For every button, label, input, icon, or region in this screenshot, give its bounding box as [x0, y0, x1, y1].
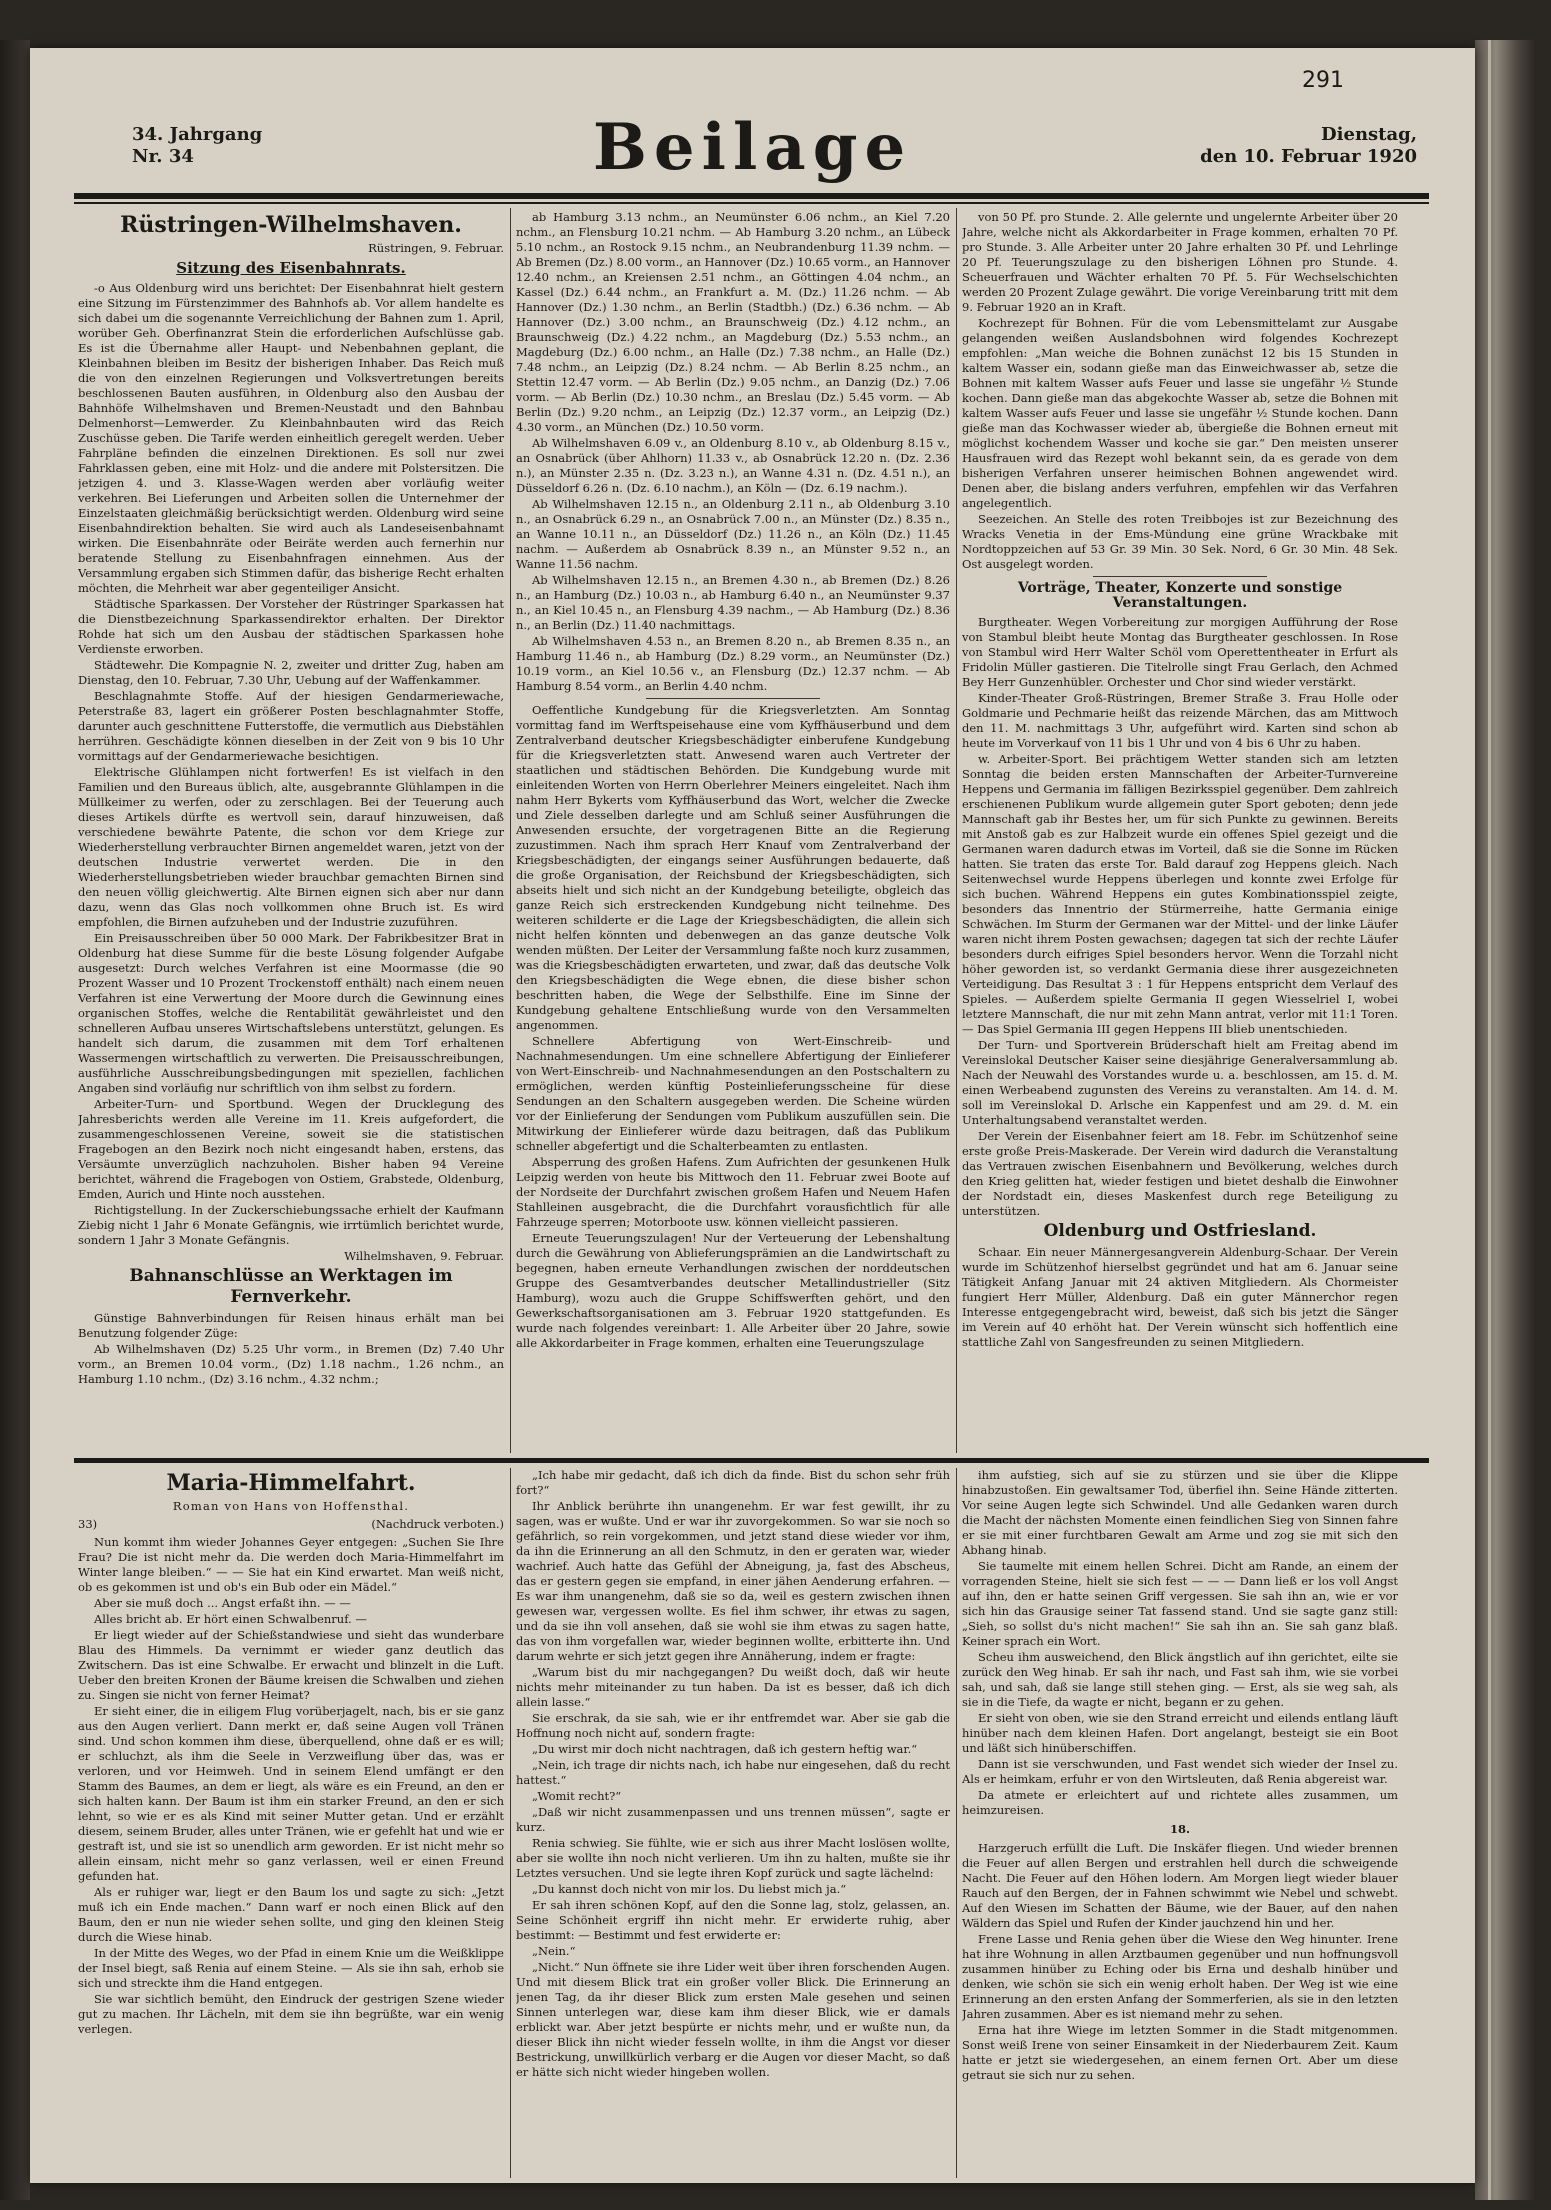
issue-date — [1200, 124, 1417, 168]
section-headline: Rüstringen-Wilhelmshaven. — [120, 212, 462, 238]
feuilleton-column-1 — [78, 1468, 504, 2178]
column-events — [962, 210, 1398, 1453]
novel-paragraph: Er sieht einer, die in eiligem Flug vorüberjagelt, nach, bis er sie ganz aus den Augen verliert. Dann merkt er, daß seine Augen voll Tränen sind. Und schon kommen ihm diese, überquellend, ohne daß er es will; er schluchzt, als ihm die Seele in Verzweiflung über das, was er verloren, und vor Heimweh. Und in seinem Elend umfängt er den Stamm des Baumes, an dem er liegt, als wäre es ein Freund, an den er sich halten kann. Der Baum ist ihm ein starker Freund, an den er sich lehnt, so wie er es als Kind mit seiner Mutter getan. Und er erzählt diesem, seinem Bruder, alles unter Tränen, wie er gefehlt hat und wie er gestraft ist, und sie ist so unendlich arm geworden. Er ist nicht mehr so allein einsam, nicht mehr so ganz verlassen, weil er einen Freund gefunden hat. — [78, 1704, 504, 1883]
novel-paragraph: Sie erschrak, da sie sah, wie er ihr entfremdet war. Aber sie gab die Hoffnung noch nicht auf, sondern fragte: — [516, 1711, 950, 1740]
article-paragraph: Oeffentliche Kundgebung für die Kriegsverletzten. Am Sonntag vormittag fand im Werftspeisehause eine vom Kyffhäuserbund und dem Zentralverband deutscher Kriegsbeschädigter einberufene Kundgebung für die Kriegsverletzten statt. Anwesend waren auch Vertreter der staatlichen und städtischen Behörden. Die Kundgebung wurde mit einleitenden Worten von Herrn Oberlehrer Meiners eingeleitet. Nach ihm nahm Herr Bykerts vom Kyffhäuserbund das Wort, welcher die Zwecke und Ziele desselben darlegte und am Schluß seiner Ausführungen die Anwesenden ersuchte, der vorgetragenen Bitte an die Regierung zuzustimmen. Nach ihm sprach Herr Knauf vom Zentralverband der Kriegsbeschädigten, der eingangs seiner Ausführungen bedauerte, daß die große Organisation, der Reichsbund der Kriegsbeschädigten, sich abseits hielt und sich nicht an der Kundgebung beteiligte, obgleich das ganze Reich sich erstreckenden Kundgebung nicht teilnehme. Des weiteren schilderte er die Lage der Kriegsbeschädigten, die allein sich nicht helfen könnten und debenwegen an das ganze deutsche Volk wenden müßten. Der Leiter der Versammlung faßte noch kurz zusammen, was die Kriegsbeschädigten erwarteten, und zwar, daß das deutsche Volk den Kriegsbeschädigten die Wege ebnen, die diese bisher schon beschritten haben, die Wege der Selbsthilfe. Eine im Sinne der Kundgebung gehaltene Entschließung wurde von den Versammelten angenommen. — [516, 703, 950, 1032]
column-rule — [956, 1468, 957, 2178]
novel-paragraph: „Du kannst doch nicht von mir los. Du liebst mich ja.“ — [532, 1882, 847, 1896]
article-paragraph: Burgtheater. Wegen Vorbereitung zur morgigen Aufführung der Rose von Stambul bleibt heute Montag das Burgtheater geschlossen. In Rose von Stambul wird Herr Walter Schöl vom Operettentheater in Erfurt als Fridolin Müller gastieren. Die Titelrolle singt Frau Gerlach, den Achmed Bey Herr Gunzenhübler. Orchester und Chor sind wieder verstärkt. — [962, 615, 1398, 689]
article-paragraph: Schnellere Abfertigung von Wert-Einschreib- und Nachnahmesendungen. Um eine schnellere Abfertigung der Einlieferer von Wert-Einschreib- und Nachnahmesendungen an den Postschaltern zu ermöglichen, werden künftig Posteinlieferungsscheine für diese Sendungen an den Schaltern ausgegeben werden. Die Scheine würden vor der Einlieferung der Sendungen vom Publikum auszufüllen sein. Die Mitwirkung der Einlieferer würde dazu beitragen, daß das Publikum schneller abgefertigt und die Schalterbeamten zu entlasten. — [516, 1034, 950, 1153]
masthead-rule-thin — [74, 202, 1429, 204]
novel-paragraph: Sie taumelte mit einem hellen Schrei. Dicht am Rande, an einem der vorragenden Steine, hielt sie sich fest — — — Dann ließ er los voll Angst auf ihn, den er hatte seinen Griff vergessen. Sie sah ihn an, wie er vor sich hin das Grausige seiner Tat fassend stand. Und sie sagte ganz still: „Sieh, so sollst du's nicht machen!“ Sie sah ihn an. Sie sah ganz blaß. Keiner sprach ein Wort. — [962, 1559, 1398, 1648]
novel-paragraph: „Nein, ich trage dir nichts nach, ich habe nur eingesehen, daß du recht hattest.“ — [516, 1758, 950, 1787]
column-train-schedules — [516, 210, 950, 1453]
article-paragraph: Ab Wilhelmshaven 12.15 n., an Bremen 4.30 n., ab Bremen (Dz.) 8.26 n., an Hamburg (Dz.) 10.03 n., ab Hamburg 6.40 n., an Neumünster 9.37 n., an Kiel 10.45 n., an Flensburg 4.39 nachm., — Ab Hamburg (Dz.) 8.36 n., an Berlin (Dz.) 11.40 nachmittags. — [516, 573, 950, 632]
novel-paragraph: „Du wirst mir doch nicht nachtragen, daß ich gestern heftig war.“ — [532, 1742, 918, 1756]
novel-paragraph: Er sieht von oben, wie sie den Strand erreicht und eilends entlang läuft hinüber nach dem kleinen Hafen. Dort angelangt, besteigt sie ein Boot und läßt sich hinüberschiffen. — [962, 1711, 1398, 1755]
right-binding-edge — [1475, 40, 1535, 2200]
column-rule — [956, 208, 957, 1453]
newspaper-page — [30, 48, 1475, 2183]
novel-paragraph: Dann ist sie verschwunden, und Fast wendet sich wieder der Insel zu. Als er heimkam, erfuhr er von den Wirtsleuten, daß Renia abgereist war. — [962, 1757, 1398, 1786]
issue-number: Nr. 34 — [132, 146, 194, 167]
article-paragraph: Beschlagnahmte Stoffe. Auf der hiesigen Gendarmeriewache, Peterstraße 83, lagert ein größerer Posten beschlagnahmter Stoffe, darunter auch geschnittene Futterstoffe, die vermutlich aus Diebstählen herrühren. Geschädigte können dieselben in der Zeit von 9 bis 10 Uhr vormittags auf der Gendarmeriewache besichtigen. — [78, 689, 504, 763]
divider — [646, 698, 820, 699]
masthead-title: Beilage — [592, 110, 913, 185]
column-local-news — [78, 210, 504, 1453]
dateline: Rüstringen, 9. Februar. — [368, 241, 504, 255]
novel-paragraph: Sie war sichtlich bemüht, den Eindruck der gestrigen Szene wieder gut zu machen. Ihr Lächeln, mit dem sie ihn begrüßte, war ein wenig verlegen. — [78, 1992, 504, 2036]
article-paragraph: Ab Wilhelmshaven 6.09 v., an Oldenburg 8.10 v., ab Oldenburg 8.15 v., an Osnabrück (über Ahlhorn) 11.33 v., ab Osnabrück 12.20 n. (Dz. 2.36 n.), an Münster 2.35 n. (Dz. 3.23 n.), an Wanne 4.31 n. (Dz. 4.51 n.), an Düsseldorf 6.26 n. (Dz. 6.10 nachm.), an Köln — (Dz. 6.19 nachm.). — [516, 436, 950, 495]
novel-paragraph: Aber sie muß doch ... Angst erfaßt ihn. — — — [94, 1596, 351, 1610]
article-paragraph: Seezeichen. An Stelle des roten Treibbojes ist zur Bezeichnung des Wracks Venetia in der Ems-Mündung eine grüne Wrackbake mit Nordtoppzeichen auf 53 Gr. 39 Min. 30 Sek. Nord, 6 Gr. 30 Min. 48 Sek. Ost ausgelegt worden. — [962, 512, 1398, 571]
article-paragraph: Ab Wilhelmshaven 12.15 n., an Oldenburg 2.11 n., ab Oldenburg 3.10 n., an Osnabrück 6.29 n., an Osnabrück 7.00 n., an Münster (Dz.) 8.35 n., an Wanne 10.11 n., an Düsseldorf (Dz.) 11.26 n., an Köln (Dz.) 11.45 nachm. — Außerdem ab Osnabrück 8.39 n., an Münster 9.52 n., an Wanne 11.56 nachm. — [516, 497, 950, 571]
novel-paragraph: „Ich habe mir gedacht, daß ich dich da finde. Bist du schon sehr früh fort?“ — [516, 1468, 950, 1497]
feuilleton-rule — [74, 1458, 1429, 1463]
article-paragraph: Der Turn- und Sportverein Brüderschaft hielt am Freitag abend im Vereinslokal Deutscher Kaiser seine diesjährige Generalversammlung ab. Nach der Neuwahl des Vorstandes wurde u. a. beschlossen, am 15. d. M. einen Werbeabend zugunsten des Vereins zu veranstalten. Am 14. d. M. soll im Vereinslokal D. Arlsche ein Kappenfest und am 29. d. M. ein Unterhaltungsabend veranstaltet werden. — [962, 1038, 1398, 1127]
novel-paragraph: Renia schwieg. Sie fühlte, wie er sich aus ihrer Macht loslösen wollte, aber sie wollte ihn noch nicht verlieren. Um ihn zu halten, mußte sie ihr Letztes versuchen. Und sie legte ihren Kopf zurück und sagte lächelnd: — [516, 1836, 950, 1880]
divider — [1093, 576, 1267, 577]
article-heading: Bahnanschlüsse an Werktagen im Fernverkehr. — [129, 1266, 453, 1307]
article-paragraph: Günstige Bahnverbindungen für Reisen hinaus erhält man bei Benutzung folgender Züge: — [78, 1311, 504, 1340]
article-paragraph: Ab Wilhelmshaven (Dz) 5.25 Uhr vorm., in Bremen (Dz) 7.40 Uhr vorm., an Bremen 10.04 vorm., (Dz) 1.18 nachm., 1.26 nchm., an Hamburg 1.10 nchm., (Dz) 3.16 nchm., 4.32 nchm.; — [78, 1342, 504, 1386]
article-heading: Sitzung des Eisenbahnrats. — [176, 259, 406, 277]
novel-paragraph: Da atmete er erleichtert auf und richtete alles zusammen, um heimzureisen. — [962, 1788, 1398, 1817]
article-paragraph: Ein Preisausschreiben über 50 000 Mark. Der Fabrikbesitzer Brat in Oldenburg hat diese Summe für die beste Lösung folgender Aufgabe ausgesetzt: Durch welches Verfahren ist eine Moormasse (die 90 Prozent Wasser und 10 Prozent Trockenstoff enthält) nach einem neuen Verfahren ist eine Verwertung der Moore durch die Gewinnung eines organischen Stoffes, welche die Rentabilität gewährleistet und den schnelleren Aufbau unseres Wirtschaftslebens unterstützt, gelungen. Es handelt sich darum, die zusammen mit dem Torf erhaltenen Wassermengen wirtschaftlich zu verwerten. Die Preisausschreibungen, ausführliche Ausschreibungsbedingungen mit speziellen, fachlichen Angaben sind vorläufig nur schriftlich von ihm selbst zu fordern. — [78, 931, 504, 1095]
novel-paragraph: Ihr Anblick berührte ihn unangenehm. Er war fest gewillt, ihr zu sagen, was er wußte. Und er war ihr zuvorgekommen. So war sie noch so gefährlich, so rein vorgekommen, und jetzt stand diese wieder vor ihm, da ihn die Erinnerung an all den Schmutz, in den er geraten war, wieder wachrief. Auch hatte das Gefühl der Abneigung, ja, fast des Abscheus, das er gestern gegen sie empfand, in einer jähen Aenderung erfahren. — Es war ihm unangenehm, daß sie so da, weil es gestern zwischen ihnen gewesen war, vergessen wollte. Es fiel ihm schwer, ihr etwas zu sagen, und da sie ihn voll ansehen, daß sie wohl sie ihm etwas zu sagen hatte, das von ihm vorgefallen war, wieder beginnen wollte, erbitterte ihn. Und darum wehrte er sich jetzt gegen ihre Annäherung, indem er fragte: — [516, 1499, 950, 1663]
novel-paragraph: ihm aufstieg, sich auf sie zu stürzen und sie über die Klippe hinabzustoßen. Ein gewaltsamer Tod, überfiel ihn. Seine Hände zitterten. Vor seine Augen legte sich Schwindel. Und alle Gedanken waren durch die Macht der nächsten Momente einen feindlichen Sieg von Sinnen fahre er sie mit einer furchtbaren Gewalt am Arme und zog sie mit sich den Abhang hinab. — [962, 1468, 1398, 1557]
article-paragraph: -o Aus Oldenburg wird uns berichtet: Der Eisenbahnrat hielt gestern eine Sitzung im Fürstenzimmer des Bahnhofs ab. Vor allem handelte es sich dabei um die sogenannte Verreichlichung der Bahnen zum 1. April, worüber Geh. Oberfinanzrat Stein die erforderlichen Aufschlüsse gab. Es ist die Übernahme aller Haupt- und Nebenbahnen geplant, die Kleinbahnen bleiben im Besitz der bisherigen Inhaber. Das Reich muß die von den einzelnen Regierungen und Volksvertretungen bereits beschlossenen Bauten ausführen, in Oldenburg also den Ausbau der Bahnhöfe Wilhelmshaven und Bremen-Neustadt und den Bahnbau Delmenhorst—Lemwerder. Zu Kleinbahnbauten wird das Reich Zuschüsse geben. Die Tarife werden einheitlich geregelt werden. Ueber Fahrpläne befinden die einzelnen Direktionen. Es soll nur zwei Fahrklassen geben, eine mit Holz- und die andere mit Polstersitzen. Die jetzigen 4. und 3. Klasse-Wagen werden aber vorläufig weiter verkehren. Bei Lieferungen und Arbeiten sollen die Unternehmer der Einzelstaaten gleichmäßig berücksichtigt werden. Oldenburg wird seine Eisenbahndirektion behalten. Sie wird auch als Landeseisenbahnamt wirken. Die Eisenbahnräte oder Beiräte werden auch fernerhin nur beratende Stellung zu Eisenbahnfragen einnehmen. Aus der Versammlung ergaben sich Stimmen dafür, das bisherige Recht erhalten möchten, die Mehrheit war aber gegenteiliger Ansicht. — [78, 281, 504, 595]
article-paragraph: Absperrung des großen Hafens. Zum Aufrichten der gesunkenen Hulk Leipzig werden von heute bis Mittwoch den 11. Februar zwei Boote auf der Nordseite der Durchfahrt zwischen großem Hafen und Neuem Hafen Stahlleinen ausgebracht, die die Durchfahrt vorausfichtlich für alle Fahrzeuge sperren; Motorboote usw. können vielleicht passieren. — [516, 1155, 950, 1229]
novel-paragraph: „Womit recht?“ — [532, 1789, 622, 1803]
novel-install-line — [78, 1517, 504, 1532]
column-rule — [510, 1468, 511, 2178]
article-paragraph: von 50 Pf. pro Stunde. 2. Alle gelernte und ungelernte Arbeiter über 20 Jahre, welche nicht als Akkordarbeiter in Frage kommen, erhalten 70 Pf. pro Stunde. 3. Alle Arbeiter unter 20 Jahre erhalten 30 Pf. und Lehrlinge 20 Pf. Teuerungszulage zu den bisherigen Löhnen pro Stunde. 4. Scheuerfrauen und Wächter erhalten 70 Pf. 5. Für Wechselschichten werden 20 Prozent Zulage gewährt. Die vorige Vereinbarung tritt mit dem 9. Februar 1920 an in Kraft. — [962, 210, 1398, 314]
article-paragraph: Arbeiter-Turn- und Sportbund. Wegen der Drucklegung des Jahresberichts werden alle Vereine im 11. Kreis aufgefordert, die zusammengeschlossenen Vereine, soweit sie die statistischen Fragebogen an den Bezirk noch nicht eingesandt haben, erstens, das Versäumte unverzüglich nachzuholen. Bisher haben 94 Vereine berichtet, während die Fragebogen von Ostiem, Grabstede, Oldenburg, Emden, Aurich und Hinte noch ausstehen. — [78, 1097, 504, 1201]
installment-number: 33) — [78, 1517, 98, 1531]
novel-paragraph: Scheu ihm ausweichend, den Blick ängstlich auf ihn gerichtet, eilte sie zurück den Weg hinab. Er sah ihr nach, und Fast sah ihm, wie sie vorbei sah, und sah, daß sie lange still stehen ging. — Erst, als sie weg sah, als sie in die Tiefe, da wagte er nicht, begann er zu gehen. — [962, 1650, 1398, 1709]
novel-paragraph: Nun kommt ihm wieder Johannes Geyer entgegen: „Suchen Sie Ihre Frau? Die ist nicht mehr da. Die werden doch Maria-Himmelfahrt im Winter lange bleiben.“ — — Sie hat ein Kind erwartet. Man weiß nicht, ob es gekommen ist und ob's ein Bub oder ein Mädel.“ — [78, 1535, 504, 1594]
novel-paragraph: Erna hat ihre Wiege im letzten Sommer in die Stadt mitgenommen. Sonst weiß Irene von seiner Einsamkeit in der Niederbaurem Zeit. Kaum hatte er jetzt sie wiedergesehen, an einem fernen Ort. Aber um diese getraut sie sich nur zu sehen. — [962, 2023, 1398, 2082]
folio-number: 291 — [1302, 68, 1344, 93]
article-paragraph: Schaar. Ein neuer Männergesangverein Aldenburg-Schaar. Der Verein wurde im Schützenhof hierselbst gegründet und hat am 6. Januar seine Tätigkeit Anfang Januar mit 24 aktiven Mitgliedern. Als Chormeister fungiert Herr Müller, Aldenburg. Daß ein guter Männerchor regen Interesse entgegengebracht wird, beweist, daß sich bis jetzt die Sänger im Verein auf 40 erhöht hat. Der Verein wünscht sich hoffentlich eine stattliche Zahl von Sangesfreunden zu seinen Mitgliedern. — [962, 1245, 1398, 1349]
article-heading: Vorträge, Theater, Konzerte und sonstige Veranstaltungen. — [1017, 580, 1343, 611]
left-binding-edge — [0, 40, 30, 2200]
novel-paragraph: Frene Lasse und Renia gehen über die Wiese den Weg hinunter. Irene hat ihre Wohnung in allen Arztbaumen gegenüber und nun hoffnungsvoll zusammen hinüber zu Eching oder bis Erna und deshalb hinüber und denken, wie schön sie sich ein wenig erholt haben. Der Weg ist wie eine Erinnerung an den ersten Anfang der Sommerferien, als sie in den letzten Jahren zusammen. Aber es ist niemand mehr zu sehen. — [962, 1932, 1398, 2021]
article-paragraph: Kochrezept für Bohnen. Für die vom Lebensmittelamt zur Ausgabe gelangenden weißen Auslandsbohnen wird folgendes Kochrezept empfohlen: „Man weiche die Bohnen zunächst 12 bis 15 Stunden in kaltem Wasser ein, sodann gieße man das Einweichwasser ab, setze die Bohnen mit kaltem Wasser aufs Feuer und lasse sie ungefähr ½ Stunde kochen. Dann gieße man das abgekochte Wasser ab, setze die Bohnen mit kaltem Wasser aufs Feuer und lasse sie ungefähr ½ Stunde kochen. Dann gieße man das Kochwasser wieder ab, übergieße die Bohnen erneut mit möglichst kochendem Wasser und koche sie gar.“ Den meisten unserer Hausfrauen wird das Rezept wohl bekannt sein, da es gerade von dem bisherigen Verfahren unserer heimischen Bohnen angewendet wird. Denen aber, die bislang anders verfuhren, empfehlen wir das Verfahren angelegentlich. — [962, 316, 1398, 510]
novel-byline: Roman von Hans von Hoffensthal. — [172, 1499, 410, 1513]
feuilleton-column-3 — [962, 1468, 1398, 2178]
article-paragraph: Elektrische Glühlampen nicht fortwerfen! Es ist vielfach in den Familien und den Bureaus üblich, alte, ausgebrannte Glühlampen in die Müllkeimer zu werfen, oder zu zerschlagen. Bei der Teuerung auch dieses Artikels dürfte es wertvoll sein, darauf hinzuweisen, daß verschiedene bewährte Patente, die schon vor dem Kriege zur Wiederherstellung verbrauchter Birnen angemeldet waren, jetzt von der deutschen Industrie verwertet werden. Die in den Wiederherstellungsbetrieben wieder brauchbar gemachten Birnen sind den neuen völlig gleichwertig. Alte Birnen eignen sich aber nur dann dazu, wenn das Glas noch vollkommen ohne Bruch ist. Es wird empfohlen, die Birnen aufzuheben und der Industrie zuzuführen. — [78, 765, 504, 929]
article-paragraph: Kinder-Theater Groß-Rüstringen, Bremer Straße 3. Frau Holle oder Goldmarie und Pechmarie heißt das reizende Märchen, das am Mittwoch den 11. M. nachmittags 3 Uhr, aufgeführt wird. Karten sind schon ab heute im Vorverkauf von 11 bis 1 Uhr und von 4 bis 6 Uhr zu haben. — [962, 691, 1398, 750]
novel-paragraph: Er sah ihren schönen Kopf, auf den die Sonne lag, stolz, gelassen, an. Seine Schönheit ergriff ihn nicht mehr. Er erwiderte ruhig, aber bestimmt: — Bestimmt und fest erwiderte er: — [516, 1898, 950, 1942]
novel-paragraph: Als er ruhiger war, liegt er den Baum los und sagte zu sich: „Jetzt muß ich ein Ende machen.“ Dann warf er noch einen Blick auf den Baum, den er nun nie wieder sehen sollte, und ging den kleinen Steig durch die Wiese hinab. — [78, 1885, 504, 1944]
novel-paragraph: „Warum bist du mir nachgegangen? Du weißt doch, daß wir heute nichts mehr miteinander zu tun haben. Da ist es besser, daß ich dich allein lasse.“ — [516, 1665, 950, 1709]
masthead — [30, 48, 1475, 190]
feuilleton-column-2 — [516, 1468, 950, 2178]
date: den 10. Februar 1920 — [1200, 146, 1417, 167]
article-paragraph: Der Verein der Eisenbahner feiert am 18. Febr. im Schützenhof seine erste große Preis-Maskerade. Der Verein wird dadurch die Veranstaltung das Vertrauen zwischen Eisenbahnern und Bevölkerung, welches durch den Krieg gelitten hat, wieder festigen und bietet deshalb die Einwohner der Nordstadt ein, dieses Maskenfest durch rege Beteiligung zu unterstützen. — [962, 1129, 1398, 1218]
novel-paragraph: In der Mitte des Weges, wo der Pfad in einem Knie um die Weißklippe der Insel biegt, saß Renia auf einem Steine. — Als sie ihn sah, erhob sie sich und streckte ihm die Hand entgegen. — [78, 1946, 504, 1990]
novel-paragraph: „Nein.“ — [532, 1944, 576, 1958]
column-rule — [510, 208, 511, 1453]
article-paragraph: Städtewehr. Die Kompagnie N. 2, zweiter und dritter Zug, haben am Dienstag, den 10. Februar, 7.30 Uhr, Uebung auf der Waffenkammer. — [78, 658, 504, 687]
novel-paragraph: „Nicht.“ Nun öffnete sie ihre Lider weit über ihren forschenden Augen. Und mit diesem Blick trat ein großer voller Blick. Die Erinnerung an jenen Tag, da ihr dieser Blick zum ersten Male gesehen und seinen Sinnen unterlegen war, diese kam ihm dieser Blick, wie er damals erblickt war. Aber jetzt bespürte er nichts mehr, und er wußte nun, da dieser Blick ihn nicht wieder fesseln wollte, in ihm die Angst vor dieser Bestrickung, unwillkürlich verbarg er die Augen vor dieser Macht, so daß er hätte sich nicht wieder hingeben wollen. — [516, 1960, 950, 2079]
novel-paragraph: Er liegt wieder auf der Schießstandwiese und sieht das wunderbare Blau des Himmels. Da vernimmt er wieder ganz deutlich das Zwitschern. Das ist eine Schwalbe. Er erwacht und blinzelt in die Luft. Ueber den breiten Kronen der Bäume kreisen die Schwalben und ziehen zu. Singen sie nicht von ferner Heimat? — [78, 1628, 504, 1702]
novel-paragraph: Harzgeruch erfüllt die Luft. Die Inskäfer fliegen. Und wieder brennen die Feuer auf allen Bergen und erstrahlen hell durch die schweigende Nacht. Die Feuer auf den Höhen lodern. Am Morgen liegt wieder blauer Rauch auf den Bergen, der in Fahnen schwimmt wie Nebel und schwebt. Auf den Wiesen im Schatten der Bäume, wie der Bauer, auf den nahen Wäldern das Spiel und Rufen der Kinder jauchzend hin und her. — [962, 1841, 1398, 1930]
novel-paragraph: „Daß wir nicht zusammenpassen und uns trennen müssen“, sagte er kurz. — [516, 1805, 950, 1834]
article-paragraph: Richtigstellung. In der Zuckerschiebungssache erhielt der Kaufmann Ziebig nicht 1 Jahr 6 Monate Gefängnis, wie irrtümlich berichtet wurde, sondern 1 Jahr 3 Monate Gefängnis. — [78, 1203, 504, 1247]
masthead-rule — [74, 193, 1429, 199]
dateline: Wilhelmshaven, 9. Februar. — [344, 1249, 504, 1263]
chapter-number: 18. — [1169, 1822, 1190, 1836]
article-heading: Oldenburg und Ostfriesland. — [1043, 1221, 1317, 1241]
novel-title: Maria-Himmelfahrt. — [166, 1470, 416, 1496]
binding-highlight — [1488, 40, 1491, 2200]
article-paragraph: Städtische Sparkassen. Der Vorsteher der Rüstringer Sparkassen hat die Dienstbezeichnung Sparkassendirektor erhalten. Der Direktor Rohde hat sich um den Ausbau der städtischen Sparkassen hohe Verdienste erworben. — [78, 597, 504, 656]
article-paragraph: Ab Wilhelmshaven 4.53 n., an Bremen 8.20 n., ab Bremen 8.35 n., an Hamburg 11.46 n., ab Hamburg (Dz.) 8.29 vorm., an Neumünster (Dz.) 10.19 vorm., an Kiel 10.56 v., an Flensburg (Dz.) 12.37 nchm. — Ab Hamburg 8.54 vorm., an Berlin 4.40 nchm. — [516, 634, 950, 693]
article-paragraph: ab Hamburg 3.13 nchm., an Neumünster 6.06 nchm., an Kiel 7.20 nchm., an Flensburg 10.21 nchm. — Ab Hamburg 3.20 nchm., an Lübeck 5.10 nchm., an Rostock 9.15 nchm., an Neubrandenburg 11.39 nchm. — Ab Bremen (Dz.) 8.00 vorm., an Hannover (Dz.) 10.65 vorm., an Hannover 12.40 nchm., an Kreiensen 2.51 nchm., an Göttingen 4.04 nchm., an Kassel (Dz.) 6.44 nchm., an Frankfurt a. M. (Dz.) 11.26 nchm. — Ab Hannover (Dz.) 1.30 nchm., an Berlin (Stadtbh.) (Dz.) 6.36 nchm. — Ab Hannover (Dz.) 3.00 nchm., an Braunschweig (Dz.) 4.12 nchm., an Braunschweig (Dz.) 4.22 nchm., an Magdeburg (Dz.) 5.53 nchm., an Magdeburg (Dz.) 6.00 nchm., an Halle (Dz.) 7.38 nchm., an Halle (Dz.) 7.48 nchm., an Leipzig (Dz.) 8.24 nchm. — Ab Berlin 8.25 nchm., an Stettin 12.47 vorm. — Ab Berlin (Dz.) 9.05 nchm., an Danzig (Dz.) 7.06 vorm. — Ab Berlin (Dz.) 10.30 nchm., an Breslau (Dz.) 5.45 vorm. — Ab Berlin (Dz.) 9.20 nchm., an Leipzig (Dz.) 12.37 vorm., an Leipzig (Dz.) 4.30 vorm., an München (Dz.) 10.50 vorm. — [516, 210, 950, 434]
weekday: Dienstag, — [1321, 124, 1417, 145]
volume: 34. Jahrgang — [132, 124, 263, 145]
article-paragraph: w. Arbeiter-Sport. Bei prächtigem Wetter standen sich am letzten Sonntag die beiden ersten Mannschaften der Arbeiter-Turnvereine Heppens und Germania im fälligen Bezirksspiel gegenüber. Dem zahlreich erschienenen Publikum wurde allgemein guter Sport geboten; denn jede Mannschaft gab ihr Bestes her, um für sich Punkte zu gewinnen. Bereits mit Anstoß gab es zur Halbzeit wurde ein offenes Spiel gezeigt und die Germanen waren dadurch etwas im Vorteil, daß sie die Sonne im Rücken hatten. Sie traten das erste Tor. Bald darauf zog Heppens gleich. Nach Seitenwechsel wurde Heppens überlegen und konnte zwei Erfolge für sich buchen. Während Heppens ein gutes Kombinationsspiel zeigte, besonders das Innentrio der Stürmerreihe, hatte Germania einige Schwächen. Im Sturm der Germanen war der Mittel- und der linke Läufer waren nicht ihrem Posten gewachsen; dagegen tat sich der rechte Läufer besonders durch eifriges Spiel besonders hervor. Wenn die Torzahl nicht höher geworden ist, so verdankt Germania diese ihrer ausgezeichneten Verteidigung. Das Resultat 3 : 1 für Heppens entspricht dem Verlauf des Spieles. — Außerdem spielte Germania II gegen Wiesselriel I, wobei letztere Mannschaft, die nur mit zehn Mann antrat, verlor mit 11:1 Toren. — Das Spiel Germania III gegen Heppens III blieb unentschieden. — [962, 752, 1398, 1036]
novel-paragraph: Alles bricht ab. Er hört einen Schwalbenruf. — — [94, 1612, 367, 1626]
article-paragraph: Erneute Teuerungszulagen! Nur der Verteuerung der Lebenshaltung durch die Gewährung von Ablieferungsprämien an die Landwirtschaft zu begegnen, haben erneute Verhandlungen zwischen der norddeutschen Gruppe des Gesamtverbandes deutscher Metallindustrieller (Sitz Hamburg), wozu auch die Gruppe Schiffswerften gehört, und den Gewerkschaftsorganisationen am 3. Februar 1920 stattgefunden. Es wurde nach folgendes vereinbart: 1. Alle Arbeiter über 20 Jahre, sowie alle Akkordarbeiter in Frage kommen, erhalten eine Teuerungszulage — [516, 1231, 950, 1350]
reprint-notice: (Nachdruck verboten.) — [371, 1517, 504, 1531]
